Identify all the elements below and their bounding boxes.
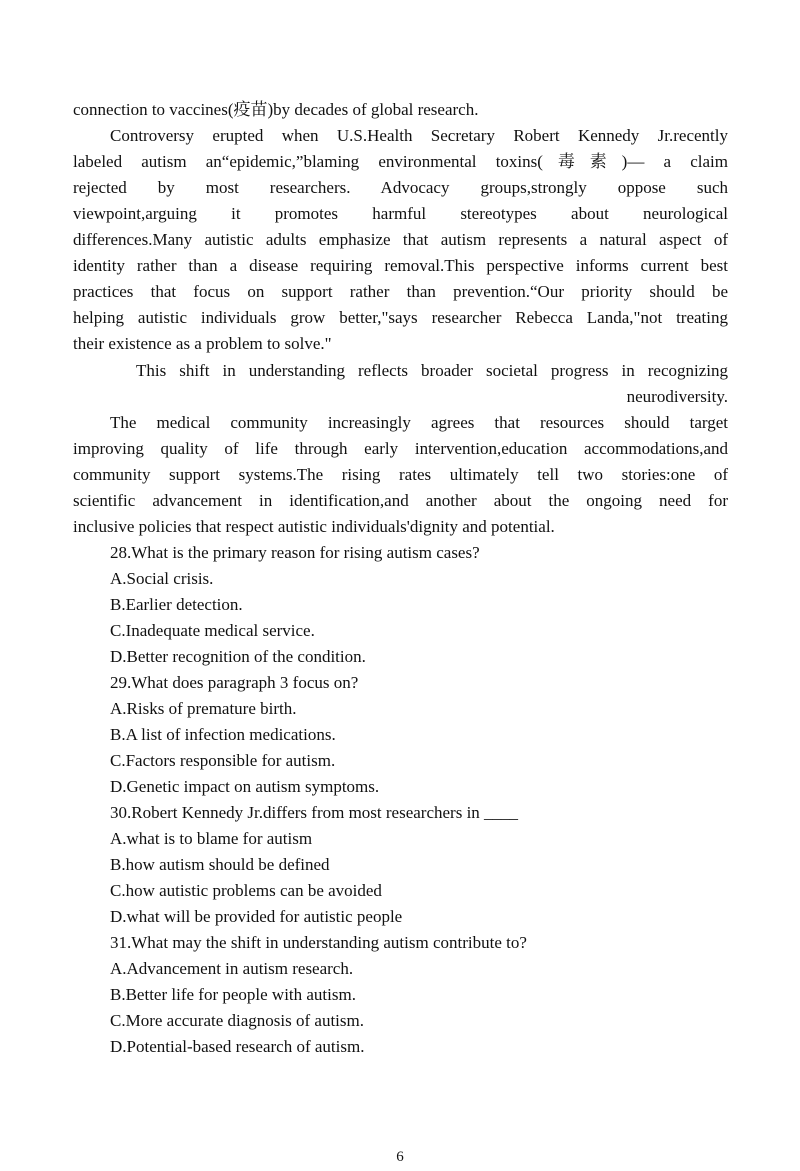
paragraph-line: viewpoint,arguing it promotes harmful stereotypes about neurological: [73, 204, 728, 223]
answer-option: A.what is to blame for autism: [110, 829, 313, 848]
answer-option: B.how autism should be defined: [110, 855, 330, 874]
question-stem: 28.What is the primary reason for rising autism cases?: [110, 543, 480, 562]
answer-option: D.Genetic impact on autism symptoms.: [110, 777, 380, 796]
paragraph-line: identity rather than a disease requiring removal.This perspective informs current best: [73, 256, 728, 275]
paragraph-line: community support systems.The rising rates ultimately tell two stories:one of: [73, 465, 728, 484]
answer-option: B.Better life for people with autism.: [110, 985, 356, 1004]
answer-option: C.More accurate diagnosis of autism.: [110, 1011, 364, 1030]
question-stem: 31.What may the shift in understanding autism contribute to?: [110, 933, 527, 952]
paragraph-line: scientific advancement in identification,and another about the ongoing need for: [73, 491, 728, 510]
paragraph-line: their existence as a problem to solve.": [73, 334, 332, 353]
answer-option: A.Advancement in autism research.: [110, 959, 354, 978]
paragraph-line: connection to vaccines(疫苗)by decades of global research.: [73, 100, 479, 119]
answer-option: C.Inadequate medical service.: [110, 621, 315, 640]
paragraph-line: rejected by most researchers. Advocacy groups,strongly oppose such: [73, 178, 728, 197]
page-number: 6: [396, 1149, 404, 1165]
answer-option: D.what will be provided for autistic people: [110, 907, 403, 926]
paragraph-line: helping autistic individuals grow better,"says researcher Rebecca Landa,"not treating: [73, 308, 728, 327]
paragraph-line: Controversy erupted when U.S.Health Secretary Robert Kennedy Jr.recently: [110, 126, 728, 145]
paragraph-line: inclusive policies that respect autistic individuals'dignity and potential.: [73, 517, 555, 536]
paragraph-line: improving quality of life through early intervention,education accommodations,and: [73, 439, 728, 458]
answer-option: C.Factors responsible for autism.: [110, 751, 336, 770]
paragraph-line: neurodiversity.: [626, 387, 728, 406]
paragraph-line: differences.Many autistic adults emphasize that autism represents a natural aspect of: [73, 230, 728, 249]
question-stem: 29.What does paragraph 3 focus on?: [110, 673, 359, 692]
answer-option: A.Social crisis.: [110, 569, 214, 588]
paragraph-line: practices that focus on support rather than prevention.“Our priority should be: [73, 282, 728, 301]
paragraph-line: labeled autism an“epidemic,”blaming environmental toxins(毒素)— a claim: [73, 152, 728, 171]
question-stem: 30.Robert Kennedy Jr.differs from most researchers in ____: [110, 803, 519, 822]
answer-option: B.Earlier detection.: [110, 595, 243, 614]
answer-option: C.how autistic problems can be avoided: [110, 881, 382, 900]
answer-option: D.Better recognition of the condition.: [110, 647, 366, 666]
paragraph-line: This shift in understanding reflects broader societal progress in recognizing: [136, 361, 728, 380]
answer-option: B.A list of infection medications.: [110, 725, 336, 744]
answer-option: A.Risks of premature birth.: [110, 699, 297, 718]
paragraph-line: The medical community increasingly agrees that resources should target: [110, 413, 728, 432]
answer-option: D.Potential-based research of autism.: [110, 1037, 365, 1056]
